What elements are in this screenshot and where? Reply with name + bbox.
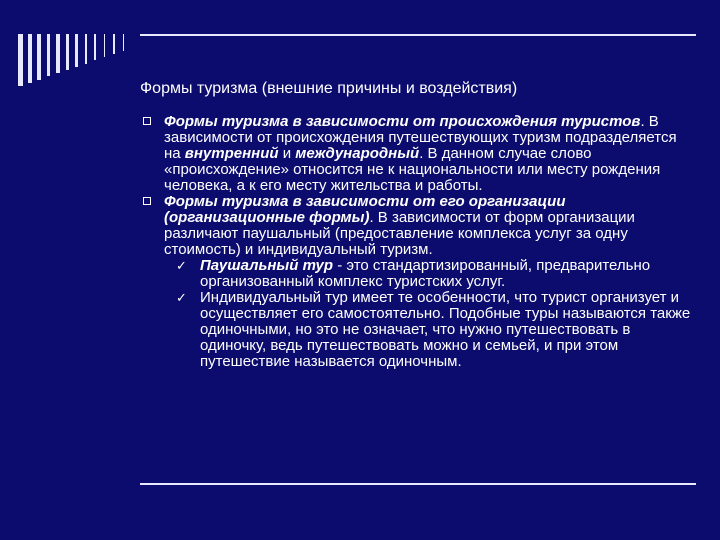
bullet-text: и: [278, 145, 296, 162]
bullet-text: . В данном случае слово «происхождение» относится не к национальности или месту рождения человека, а к его месту жительства и работы.: [164, 145, 661, 194]
bullet-item: [140, 194, 696, 258]
decor-stripe: [85, 34, 88, 64]
decor-stripe: [66, 34, 69, 70]
decor-stripe: [123, 34, 124, 51]
subbullet-text: - это стандартизированный, предварительно организованный комплекс туристских услуг.: [200, 257, 651, 290]
decor-stripe: [56, 34, 60, 73]
decor-stripe: [104, 34, 106, 57]
check-icon: ✓: [176, 258, 187, 273]
bullet-lead: Формы туризма в зависимости от происхождения туристов: [164, 113, 641, 130]
hollow-square-icon: [143, 117, 151, 125]
subbullet-item: [140, 290, 696, 370]
subbullet-lead: Паушальный тур: [200, 257, 334, 274]
decor-stripe: [113, 34, 115, 54]
top-rule: [140, 34, 696, 36]
decor-stripe: [28, 34, 33, 83]
bottom-rule: [140, 483, 696, 485]
bullet-text: . В зависимости от форм организации различают паушальный (предоставление комплекса услуг за одну стоимость) и индивидуальный туризм.: [164, 209, 635, 258]
check-icon: ✓: [176, 290, 187, 305]
decor-stripe: [47, 34, 51, 76]
slide-title: Формы туризма (внешние причины и воздействия): [140, 80, 518, 97]
hollow-square-icon: [143, 197, 151, 205]
subbullet-item: [140, 258, 696, 290]
bullet-emphasis: внутренний: [184, 145, 279, 162]
decor-stripe: [37, 34, 41, 80]
slide-body: [140, 114, 696, 370]
decor-stripe: [18, 34, 23, 86]
bullet-text: . В зависимости от происхождения путешествующих туризм подразделяется на: [164, 113, 677, 162]
decor-stripe: [94, 34, 96, 60]
bullet-emphasis: международный: [295, 145, 420, 162]
bullet-lead: Формы туризма в зависимости от его организации (организационные формы): [164, 193, 566, 226]
decorative-stripes: [18, 34, 138, 86]
bullet-item: [140, 114, 696, 194]
subbullet-text: Индивидуальный тур имеет те особенности, что турист организует и осуществляет его самостоятельно. Подобные туры называются также одиночными, но это не означает, что нужно путешествовать в одиночку, ведь путешествовать можно и семьей, и при этом путешествие называется одиночным.: [200, 289, 691, 370]
decor-stripe: [75, 34, 78, 67]
